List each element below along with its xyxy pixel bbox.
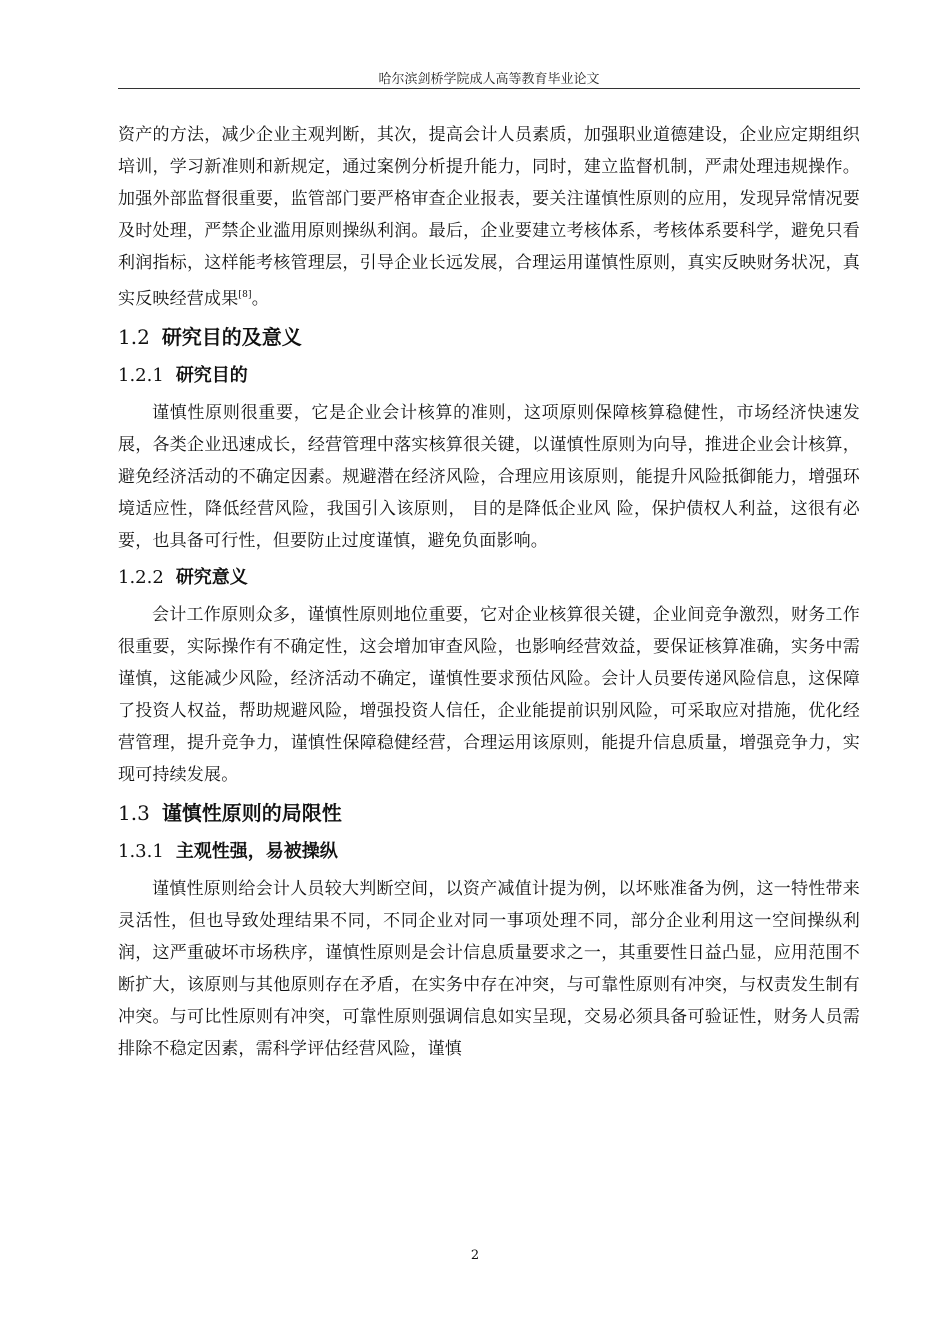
intro-paragraph — [118, 119, 860, 315]
paragraph-research-purpose: 谨慎性原则很重要，它是企业会计核算的准则，这项原则保障核算稳健性，市场经济快速发展，各类企业迅速成长，经营管理中落实核算很关键，以谨慎性原则为向导，推进企业会计核算，避免经济活动的不确定因素。规避潜在经济风险，合理应用该原则，能提升风险抵御能力，增强环境适应性，降低经营风险，我国引入该原则， 目的是降低企业风 险，保护债权人利益，这很有必要，也具备可行性，但要防止过度谨慎，避免负面影响。 — [118, 403, 860, 551]
subsection-title: 主观性强，易被操纵 — [175, 841, 338, 862]
header-rule — [118, 88, 860, 89]
subsection-heading-1-2-2 — [118, 565, 860, 591]
section-title: 谨慎性原则的局限性 — [161, 801, 342, 825]
page-body — [118, 119, 860, 1065]
subsection-number: 1.2.1 — [118, 365, 164, 386]
subsection-heading-1-2-1 — [118, 363, 860, 389]
subsection-title: 研究意义 — [175, 567, 248, 588]
subsection-title: 研究目的 — [175, 365, 248, 386]
subsection-number: 1.3.1 — [118, 841, 164, 862]
section-heading-1-3 — [118, 799, 860, 827]
section-number: 1.3 — [118, 801, 150, 825]
page-number: 2 — [470, 1248, 480, 1263]
intro-text: 资产的方法，减少企业主观判断，其次，提高会计人员素质，加强职业道德建设，企业应定期组织培训，学习新准则和新规定，通过案例分析提升能力，同时，建立监督机制，严肃处理违规操作。加强外部监督很重要，监管部门要严格审查企业报表，要关注谨慎性原则的应用，发现异常情况要及时处理，严禁企业滥用原则操纵利润。最后，企业要建立考核体系，考核体系要科学，避免只看利润指标，这样能考核管理层，引导企业长远发展，合理运用谨慎性原则，真实反映财务状况，真实反映经营成果 — [118, 125, 860, 309]
paragraph-research-significance: 会计工作原则众多，谨慎性原则地位重要，它对企业核算很关键，企业间竞争激烈，财务工作很重要，实际操作有不确定性，这会增加审查风险，也影响经营效益，要保证核算准确，实务中需谨慎，这能减少风险，经济活动不确定，谨慎性要求预估风险。会计人员要传递风险信息，这保障了投资人权益，帮助规避风险，增强投资人信任，企业能提前识别风险，可采取应对措施，优化经营管理，提升竞争力，谨慎性保障稳健经营，合理运用该原则，能提升信息质量，增强竞争力，实现可持续发展。 — [118, 605, 860, 785]
citation-ref: [8] — [238, 290, 252, 300]
subsection-heading-1-3-1 — [118, 839, 860, 865]
subsection-number: 1.2.2 — [118, 567, 164, 588]
section-number: 1.2 — [118, 325, 150, 349]
section-heading-1-2 — [118, 323, 860, 351]
running-header: 哈尔滨剑桥学院成人高等教育毕业论文 — [378, 72, 600, 87]
paragraph-subjectivity: 谨慎性原则给会计人员较大判断空间，以资产减值计提为例，以坏账准备为例，这一特性带来灵活性，但也导致处理结果不同，不同企业对同一事项处理不同，部分企业利用这一空间操纵利润，这严重破坏市场秩序，谨慎性原则是会计信息质量要求之一，其重要性日益凸显，应用范围不断扩大，该原则与其他原则存在矛盾，在实务中存在冲突，与可靠性原则有冲突，与权责发生制有冲突。与可比性原则有冲突，可靠性原则强调信息如实呈现，交易必须具备可验证性，财务人员需排除不稳定因素，需科学评估经营风险，谨慎 — [118, 879, 860, 1059]
section-title: 研究目的及意义 — [161, 325, 302, 349]
intro-end: 。 — [251, 289, 269, 309]
